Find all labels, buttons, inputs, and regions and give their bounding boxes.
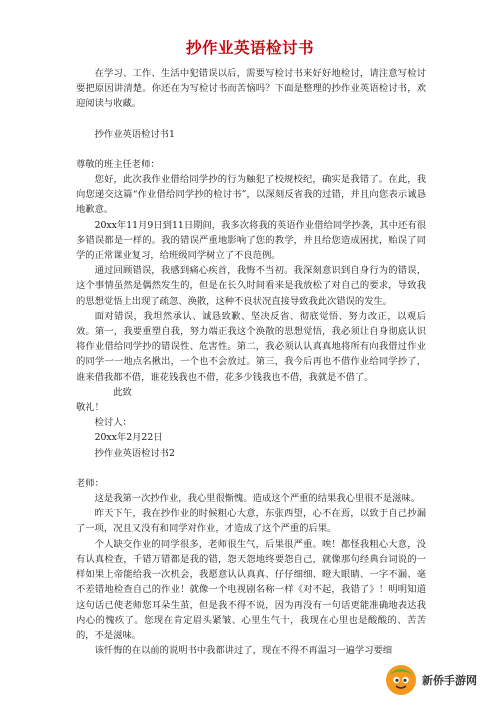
mascot-logo-icon xyxy=(384,663,418,697)
section1-signer: 检讨人： xyxy=(94,417,132,429)
section1-date: 20xx年2月22日 xyxy=(94,432,163,444)
section1-paragraph: 面对错误，我坦然承认、诚恳致歉、坚决反省、彻底觉悟、努力改正，以观后效。第一，我要重塑自我，努力端正我这个涣散的思想觉悟，我必须让自身彻底认识将作业借给同学抄的错误性、危害性。第二，我必须认认真真地将所有向我借过作业的同学一一地点名揪出，一个也不会放过。第三，我今后再也不借作业给同学抄了，谁来借我都不借，谁花钱我也不借，花多少钱我也不借，我就是不借了。 xyxy=(76,310,426,383)
section1-closing: 此致 xyxy=(113,386,132,398)
section2-paragraph: 该忏悔的在以前的说明书中我都讲过了，现在不得不再温习一遍学习要细 xyxy=(94,645,393,657)
section1-paragraph: 20xx年11月9日到11日期间，我多次将我的英语作业借给同学抄袭，其中还有很多错误都是一样的。我的错误严重地影响了您的教学，并且给您造成困扰，贻误了同学的正常课业复习，给班级同学树立了不良范例。 xyxy=(76,219,426,262)
section2-salutation: 老师： xyxy=(76,477,104,489)
intro-paragraph: 在学习、工作、生活中犯错误以后，需要写检讨书来好好地检讨，请注意写检讨要把原因讲清楚。你还在为写检讨书而苦恼吗？下面是整理的抄作业英语检讨书，欢迎阅读与收藏。 xyxy=(76,68,426,110)
document-title: 抄作业英语检讨书 xyxy=(185,38,314,57)
document-body xyxy=(76,66,426,658)
site-watermark[interactable] xyxy=(384,658,494,702)
section2-heading: 抄作业英语检讨书2 xyxy=(94,447,175,459)
section1-heading: 抄作业英语检讨书1 xyxy=(94,128,175,140)
section1-regards: 敬礼！ xyxy=(76,402,104,414)
section2-paragraph: 这是我第一次抄作业，我心里很惭愧。造成这个严重的结果我心里很不是滋味。 xyxy=(94,493,420,505)
watermark-text: 新侨手游网 xyxy=(422,674,477,687)
section1-paragraph: 通过回顾错误，我感到痛心疾首，我悔不当初。我深刻意识到自身行为的错误，这个事情虽然是偶然发生的，但是在长久时间看来是我放松了对自己的要求，导致我的思想觉悟上出现了疏忽、涣散，这种不良状况直接导致我此次错误的发生。 xyxy=(76,265,426,307)
section2-paragraph: 昨天下午，我在抄作业的时候粗心大意，东张西望，心不在焉，以致于自己抄漏了一项，况且又没有和同学对作业，才造成了这个严重的后果。 xyxy=(76,508,426,535)
section1-salutation: 尊敬的班主任老师： xyxy=(76,158,160,170)
section1-paragraph: 您好，此次我作业借给同学抄的行为触犯了校规校纪，确实是我错了。在此，我向您递交这篇“作业借给同学抄的检讨书”，以深刻反省我的过错，并且向您表示诚恳地歉意。 xyxy=(76,174,426,216)
section2-paragraph: 个人缺交作业的同学很多，老师很生气，后果很严重。唉！都怪我粗心大意，没有认真检查，千错万错都是我的错，怨天怨地终要怨自己，就像那句经典台词说的一样如果上帝能给我一次机会，我愿意认认真真、仔仔细细、瞪大眼睛、一字不漏、毫不差错地检查自己的作业！就像一个电视剧名称一样《对不起，我错了》！明明知道这句话已使老师您耳朵生茧，但是我不得不说，因为再没有一句话更能准确地表达我内心的愧疚了。您现在肯定眉头紧皱、心里生气十，我现在心里也是酸酸的、苦苦的，不是滋味。 xyxy=(76,538,426,641)
